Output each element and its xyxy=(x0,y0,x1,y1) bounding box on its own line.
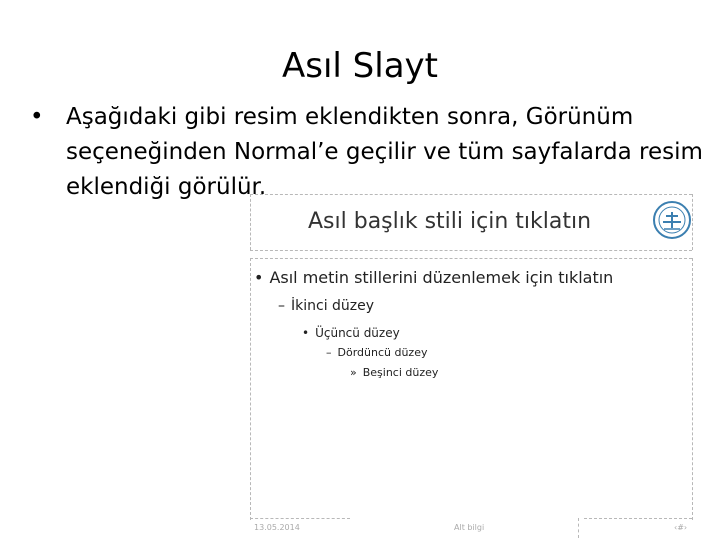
title-placeholder-left-border xyxy=(250,194,251,250)
bullet-text: Aşağıdaki gibi resim eklendikten sonra, Görünüm seçeneğinden Normal’e geçilir ve tüm sayfalarda resim eklendiği görülür. xyxy=(66,104,703,200)
slide-title: Asıl Slayt xyxy=(282,46,438,86)
body-level-2[interactable] xyxy=(278,298,374,314)
body-level-1[interactable] xyxy=(254,268,613,287)
level-4-marker: – xyxy=(326,346,332,359)
level-5-label: Beşinci düzey xyxy=(362,366,439,379)
footer-divider xyxy=(578,518,579,538)
master-slide-preview xyxy=(248,190,694,540)
title-placeholder-top-border xyxy=(250,194,692,195)
body-level-3[interactable] xyxy=(302,326,400,340)
level-5-marker: » xyxy=(350,366,357,379)
footer-date[interactable]: 13.05.2014 xyxy=(254,523,300,532)
body-level-5[interactable] xyxy=(350,366,438,379)
body-level-4[interactable] xyxy=(326,346,427,359)
number-placeholder-border xyxy=(584,518,692,519)
level-2-label: İkinci düzey xyxy=(291,298,375,314)
date-placeholder-border xyxy=(250,518,350,519)
body-placeholder-top-border xyxy=(250,258,692,259)
body-placeholder-right-border xyxy=(692,258,693,520)
level-3-label: Üçüncü düzey xyxy=(315,326,400,340)
bullet-marker: • xyxy=(30,104,44,130)
title-placeholder-bottom-border xyxy=(250,250,692,251)
master-title-placeholder[interactable]: Asıl başlık stili için tıklatın xyxy=(308,209,592,234)
body-placeholder-left-border xyxy=(250,258,251,520)
university-seal-icon xyxy=(652,198,692,244)
level-2-marker: – xyxy=(278,298,285,314)
level-1-marker: • xyxy=(254,268,264,287)
level-4-label: Dördüncü düzey xyxy=(337,346,428,359)
level-1-label: Asıl metin stillerini düzenlemek için tıklatın xyxy=(269,268,614,287)
title-placeholder-right-border xyxy=(692,194,693,250)
level-3-marker: • xyxy=(302,326,310,340)
footer-text[interactable]: Alt bilgi xyxy=(454,523,485,532)
footer-slide-number[interactable]: ‹#› xyxy=(674,523,688,532)
